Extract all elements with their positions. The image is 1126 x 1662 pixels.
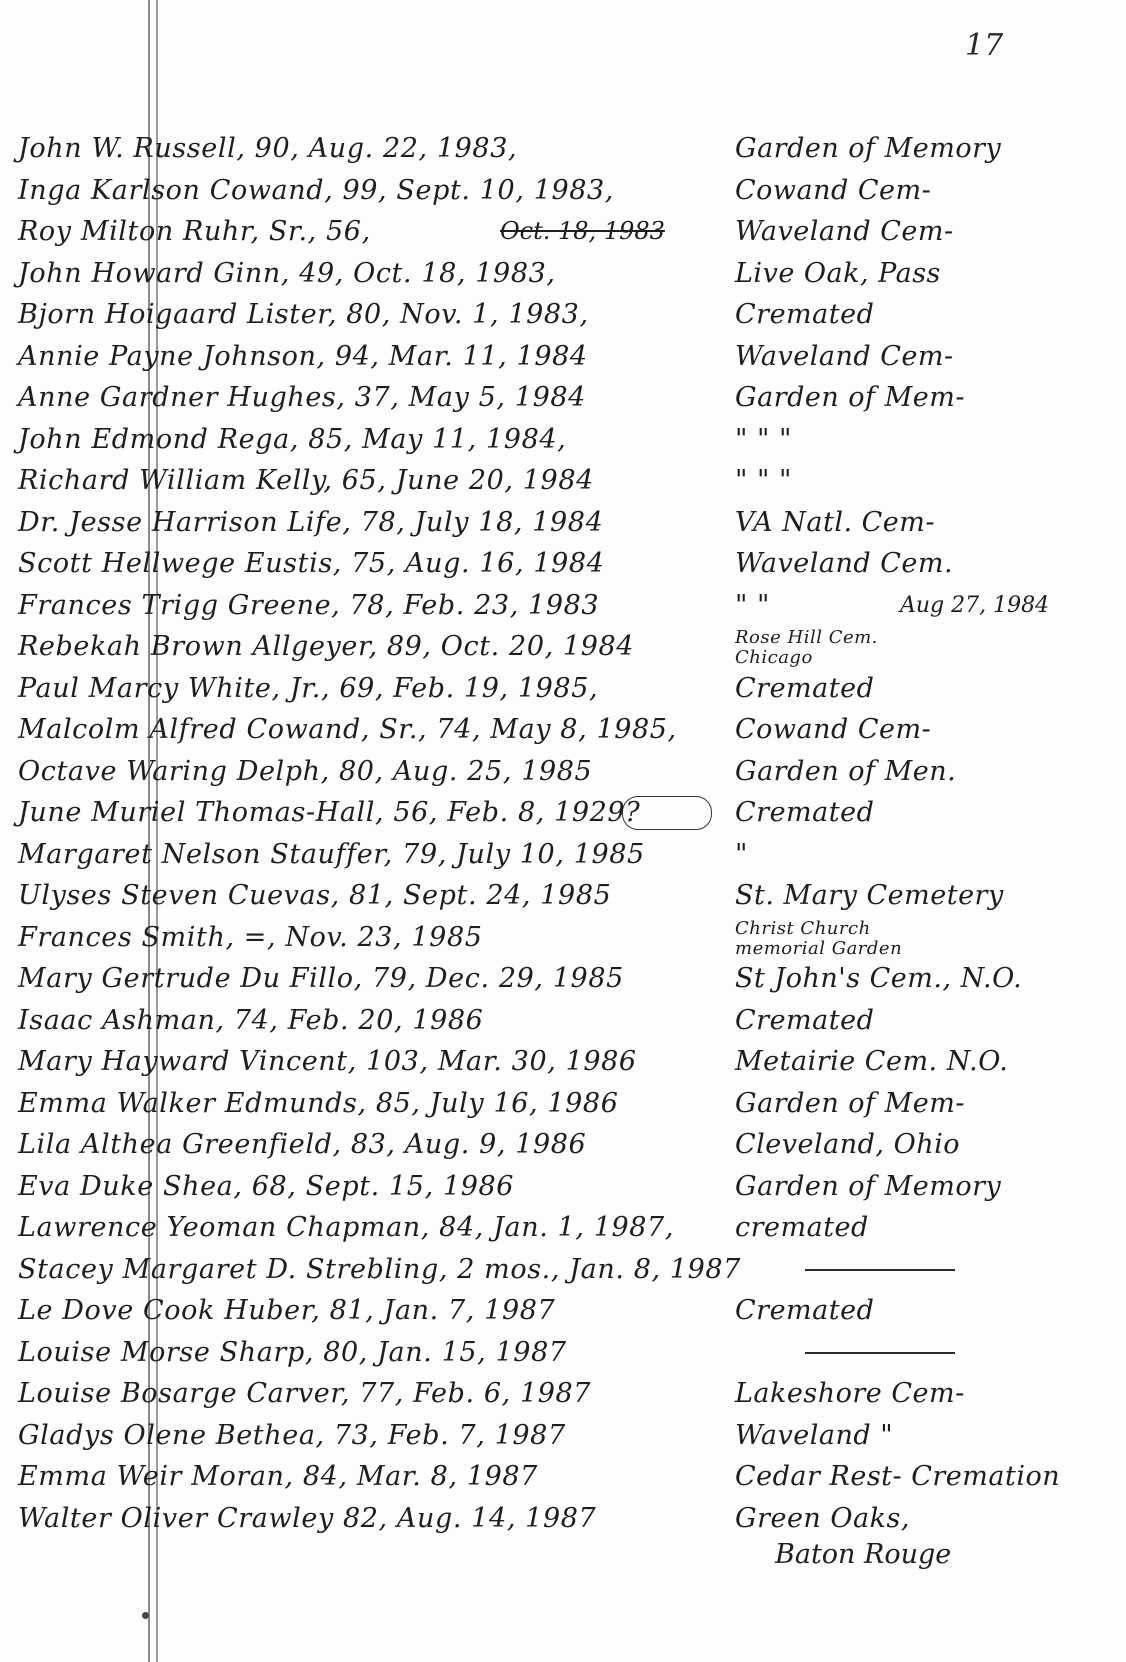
burial-place: "	[735, 838, 748, 870]
burial-place: Garden of Men.	[735, 755, 957, 787]
entry-row	[0, 377, 1126, 419]
burial-place: Garden of Mem-	[735, 1087, 965, 1119]
burial-place: Cremated	[735, 797, 875, 828]
burial-place: Christ Church memorial Garden	[735, 917, 903, 959]
burial-place: Garden of Memory	[735, 1170, 1002, 1202]
entry-row	[0, 253, 1126, 295]
entry-row	[0, 668, 1126, 710]
circled-year-mark	[622, 796, 712, 830]
entry-row	[0, 792, 1126, 834]
entry-text: Stacey Margaret D. Strebling, 2 mos., Jan. 8, 1987	[18, 1253, 741, 1285]
burial-place: Waveland Cem-	[735, 340, 954, 372]
entry-text: Margaret Nelson Stauffer, 79, July 10, 1985	[18, 838, 645, 870]
burial-place: Garden of Memory	[735, 133, 1002, 164]
entry-row	[0, 502, 1126, 544]
entry-row	[0, 585, 1126, 627]
entry-text: Emma Weir Moran, 84, Mar. 8, 1987	[18, 1461, 538, 1492]
entry-row	[0, 1249, 1126, 1291]
burial-place: VA Natl. Cem-	[735, 506, 935, 538]
entry-row	[0, 1373, 1126, 1415]
burial-place: Lakeshore Cem-	[735, 1378, 965, 1409]
entry-row	[0, 958, 1126, 1000]
entry-text: Richard William Kelly, 65, June 20, 1984	[18, 465, 594, 496]
entry-text: Malcolm Alfred Cowand, Sr., 74, May 8, 1985,	[18, 714, 677, 745]
entry-text: Lawrence Yeoman Chapman, 84, Jan. 1, 1987,	[18, 1212, 674, 1243]
entry-row	[0, 1456, 1126, 1498]
burial-place: Cremated	[735, 299, 875, 330]
entry-row	[0, 170, 1126, 212]
burial-place: " " "	[735, 423, 792, 455]
entry-text: Mary Hayward Vincent, 103, Mar. 30, 1986	[18, 1046, 637, 1077]
entry-row	[0, 211, 1126, 253]
entry-text: Walter Oliver Crawley 82, Aug. 14, 1987	[18, 1502, 597, 1534]
entry-text: Emma Walker Edmunds, 85, July 16, 1986	[18, 1087, 619, 1119]
entry-row	[0, 419, 1126, 461]
entry-text: Frances Trigg Greene, 78, Feb. 23, 1983	[18, 589, 600, 621]
burial-place: Live Oak, Pass	[735, 257, 941, 289]
burial-place: Garden of Mem-	[735, 382, 965, 413]
entry-text: Gladys Olene Bethea, 73, Feb. 7, 1987	[18, 1419, 566, 1451]
struck-date: Oct. 18, 1983	[500, 217, 665, 245]
entry-row	[0, 1498, 1126, 1570]
entry-text: Rebekah Brown Allgeyer, 89, Oct. 20, 1984	[18, 631, 635, 662]
entry-row	[0, 1041, 1126, 1083]
entry-row	[0, 1124, 1126, 1166]
burial-place: Metairie Cem. N.O.	[735, 1046, 1009, 1077]
entry-row	[0, 128, 1126, 170]
burial-place: Cremated	[735, 1295, 875, 1326]
burial-place: Waveland Cem-	[735, 216, 954, 247]
entry-row	[0, 336, 1126, 378]
entry-row	[0, 1332, 1126, 1374]
entry-text: Lila Althea Greenfield, 83, Aug. 9, 1986	[18, 1129, 587, 1160]
entry-row	[0, 751, 1126, 793]
entry-text: Paul Marcy White, Jr., 69, Feb. 19, 1985,	[18, 672, 599, 704]
burial-place: St John's Cem., N.O.	[735, 963, 1023, 994]
burial-place: Cowand Cem-	[735, 714, 932, 745]
entry-text: Ulyses Steven Cuevas, 81, Sept. 24, 1985	[18, 880, 612, 911]
entry-row	[0, 917, 1126, 959]
entry-row	[0, 1000, 1126, 1042]
margin-note: Aug 27, 1984	[900, 592, 1050, 618]
entry-text: Isaac Ashman, 74, Feb. 20, 1986	[18, 1004, 484, 1036]
entry-row	[0, 626, 1126, 668]
entry-text: John Howard Ginn, 49, Oct. 18, 1983,	[18, 257, 556, 289]
burial-place: Green Oaks,	[735, 1502, 910, 1534]
entry-row	[0, 1166, 1126, 1208]
entry-text: Inga Karlson Cowand, 99, Sept. 10, 1983,	[18, 174, 614, 206]
entry-row	[0, 460, 1126, 502]
entry-text: Roy Milton Ruhr, Sr., 56,	[18, 216, 371, 247]
entry-text: Anne Gardner Hughes, 37, May 5, 1984	[18, 382, 586, 413]
burial-place: Cremated	[735, 1004, 875, 1036]
blank-dash	[805, 1269, 955, 1271]
entry-text: Bjorn Hoigaard Lister, 80, Nov. 1, 1983,	[18, 299, 589, 330]
entry-text: Annie Payne Johnson, 94, Mar. 11, 1984	[18, 340, 588, 372]
entry-row	[0, 834, 1126, 876]
page-number: 17	[965, 28, 1004, 63]
entry-text: John Edmond Rega, 85, May 11, 1984,	[18, 423, 567, 455]
entry-text: Louise Morse Sharp, 80, Jan. 15, 1987	[18, 1336, 567, 1368]
blank-dash	[805, 1352, 955, 1354]
burial-place: " " "	[735, 465, 792, 496]
burial-place: St. Mary Cemetery	[735, 880, 1004, 911]
burial-place: " "	[735, 589, 770, 621]
entry-text: June Muriel Thomas-Hall, 56, Feb. 8, 1929?	[18, 797, 641, 828]
entry-list	[0, 128, 1126, 1570]
entry-row	[0, 875, 1126, 917]
entry-text: Dr. Jesse Harrison Life, 78, July 18, 1984	[18, 506, 604, 538]
entry-row	[0, 1207, 1126, 1249]
entry-text: Scott Hellwege Eustis, 75, Aug. 16, 1984	[18, 548, 605, 579]
entry-row	[0, 543, 1126, 585]
burial-place: Waveland "	[735, 1419, 894, 1451]
entry-row	[0, 709, 1126, 751]
entry-text: Frances Smith, =, Nov. 23, 1985	[18, 921, 483, 953]
burial-place: Cedar Rest- Cremation	[735, 1461, 1061, 1492]
entry-text: Octave Waring Delph, 80, Aug. 25, 1985	[18, 755, 593, 787]
burial-place: Cleveland, Ohio	[735, 1129, 960, 1160]
burial-place: Cremated	[735, 672, 875, 704]
entry-text: Eva Duke Shea, 68, Sept. 15, 1986	[18, 1170, 515, 1202]
entry-row	[0, 1415, 1126, 1457]
entry-text: John W. Russell, 90, Aug. 22, 1983,	[18, 133, 518, 164]
burial-place: Rose Hill Cem. Chicago	[735, 627, 878, 668]
burial-place: Waveland Cem.	[735, 548, 954, 579]
entry-row	[0, 1290, 1126, 1332]
entry-text: Le Dove Cook Huber, 81, Jan. 7, 1987	[18, 1295, 556, 1326]
entry-row	[0, 294, 1126, 336]
ink-spot	[142, 1612, 149, 1619]
entry-text: Mary Gertrude Du Fillo, 79, Dec. 29, 1985	[18, 963, 624, 994]
entry-text: Louise Bosarge Carver, 77, Feb. 6, 1987	[18, 1378, 592, 1409]
burial-place: Cowand Cem-	[735, 174, 932, 206]
burial-place-line2: Baton Rouge	[775, 1538, 952, 1570]
entry-row	[0, 1083, 1126, 1125]
burial-place: cremated	[735, 1212, 869, 1243]
